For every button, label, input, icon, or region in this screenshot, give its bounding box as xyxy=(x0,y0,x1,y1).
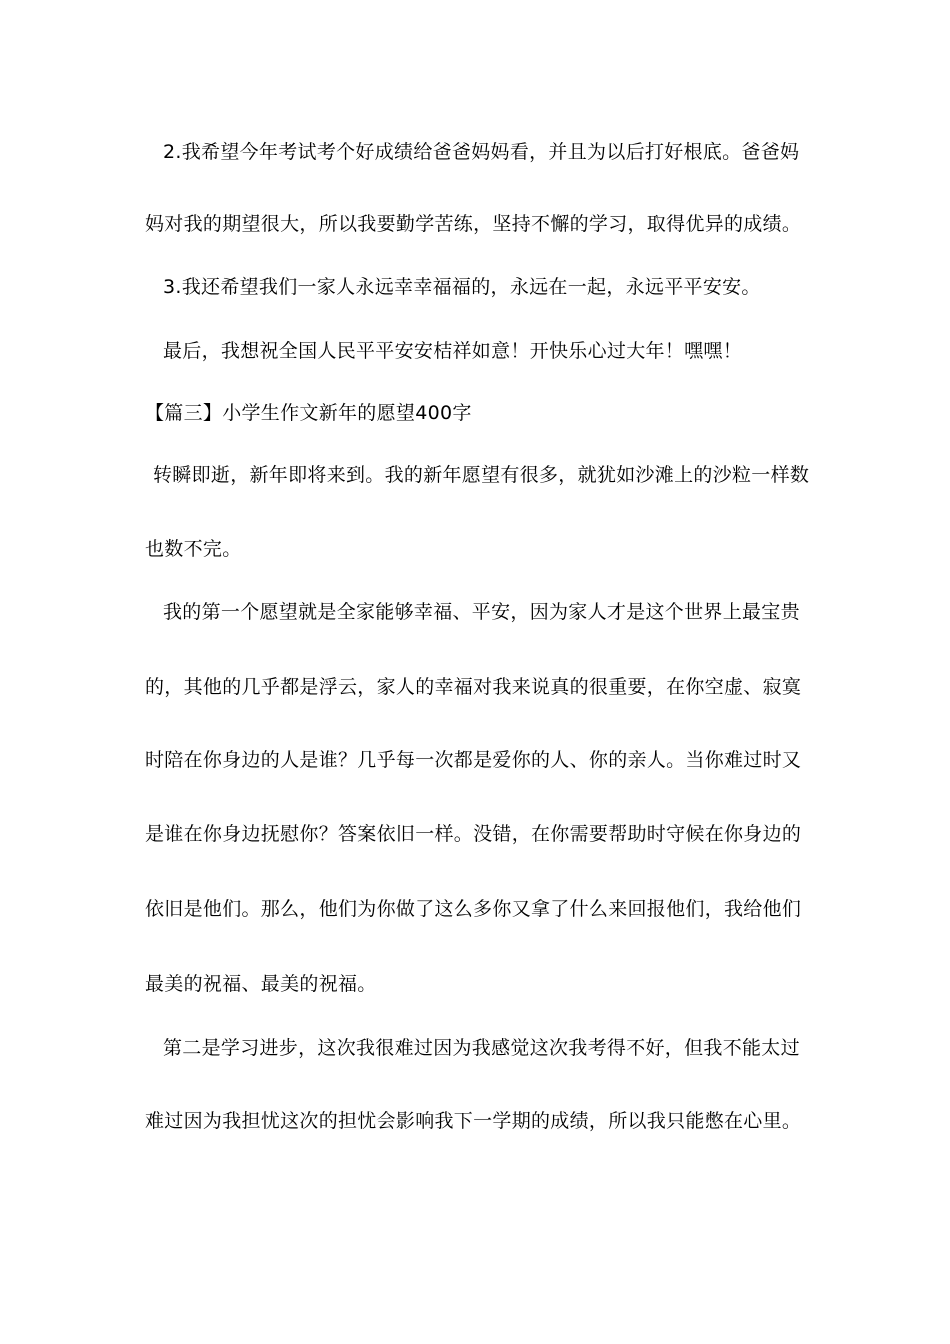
wish-two-line-2: 难过因为我担忧这次的担忧会影响我下一学期的成绩，所以我只能憋在心里。 xyxy=(145,1110,802,1132)
wish-one-line-1: 我的第一个愿望就是全家能够幸福、平安，因为家人才是这个世界上最宝贵 xyxy=(163,601,800,623)
wish-one-line-6: 最美的祝福、最美的祝福。 xyxy=(145,973,377,995)
wish-one-line-4: 是谁在你身边抚慰你？答案依旧一样。没错，在你需要帮助时守候在你身边的 xyxy=(145,823,802,845)
wish-one-line-2: 的，其他的几乎都是浮云，家人的幸福对我来说真的很重要，在你空虚、寂寞 xyxy=(145,676,802,698)
intro-paragraph-line-1: 转瞬即逝，新年即将来到。我的新年愿望有很多，就犹如沙滩上的沙粒一样数 xyxy=(153,464,810,486)
wish-two-line-1: 第二是学习进步，这次我很难过因为我感觉这次我考得不好，但我不能太过 xyxy=(163,1037,800,1059)
paragraph-2-line-2: 妈对我的期望很大，所以我要勤学苦练，坚持不懈的学习，取得优异的成绩。 xyxy=(145,213,802,235)
section-heading: 【篇三】小学生作文新年的愿望400字 xyxy=(145,402,472,424)
wish-one-line-3: 时陪在你身边的人是谁？几乎每一次都是爱你的人、你的亲人。当你难过时又 xyxy=(145,749,802,771)
wish-one-line-5: 依旧是他们。那么，他们为你做了这么多你又拿了什么来回报他们，我给他们 xyxy=(145,898,802,920)
closing-paragraph: 最后，我想祝全国人民平平安安桔祥如意！开快乐心过大年！嘿嘿！ xyxy=(163,340,743,362)
intro-paragraph-line-2: 也数不完。 xyxy=(145,538,242,560)
paragraph-3-line-1: 3.我还希望我们一家人永远幸幸福福的，永远在一起，永远平平安安。 xyxy=(163,276,761,298)
paragraph-2-line-1: 2.我希望今年考试考个好成绩给爸爸妈妈看，并且为以后打好根底。爸爸妈 xyxy=(163,141,800,163)
